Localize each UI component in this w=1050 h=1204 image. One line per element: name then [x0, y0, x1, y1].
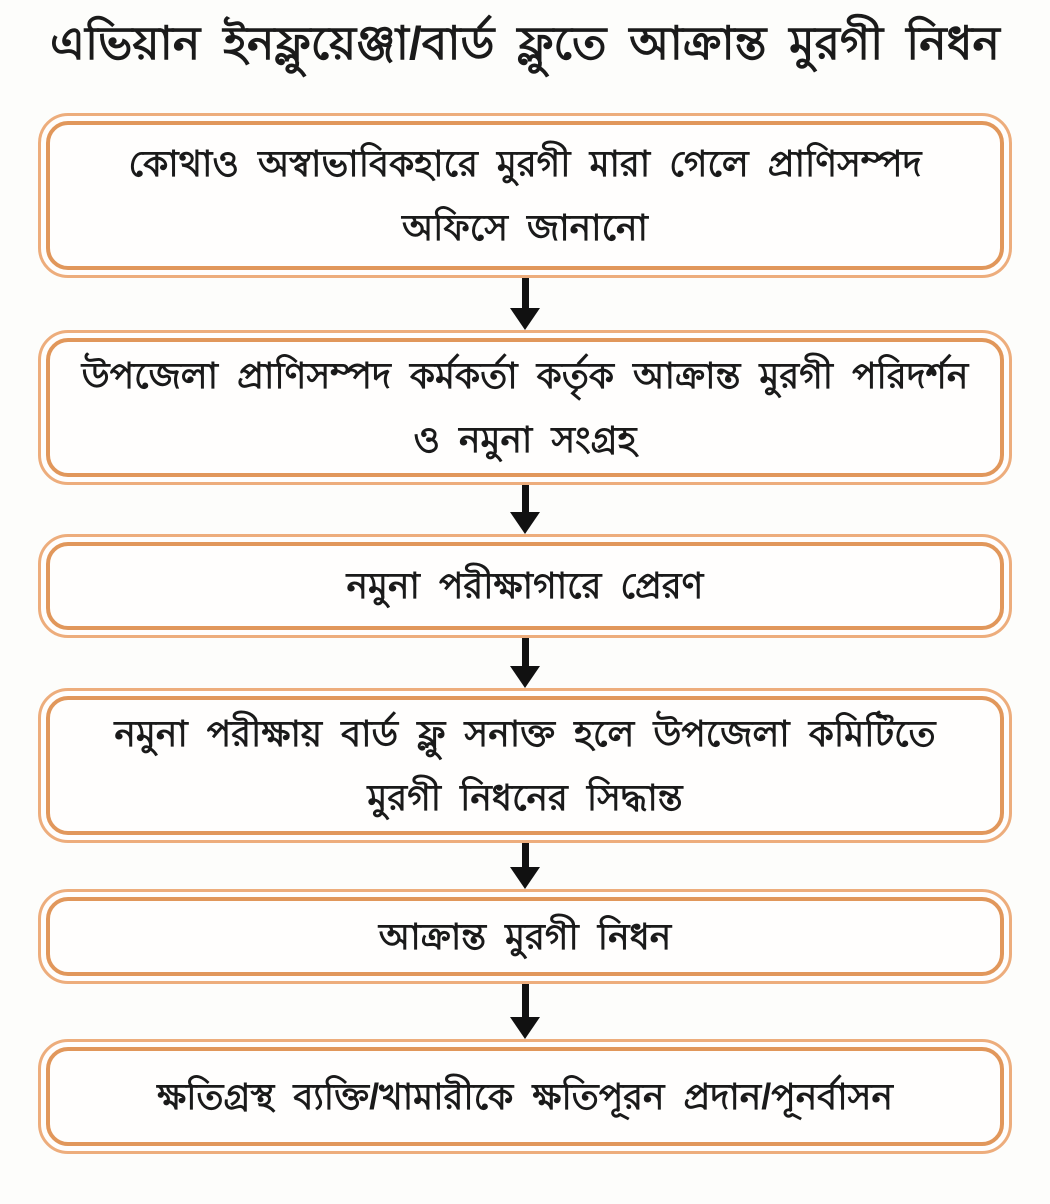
- step-text-line: নমুনা পরীক্ষায় বার্ড ফ্লু সনাক্ত হলে উপজেলা কমিটিতে: [114, 712, 936, 754]
- arrow-stem: [522, 485, 529, 512]
- step-text-line: মুরগী নিধনের সিদ্ধান্ত: [367, 776, 683, 818]
- arrow-head: [510, 867, 540, 889]
- flow-step-2: [38, 330, 1012, 485]
- step-text-line: নমুনা পরীক্ষাগারে প্রেরণ: [346, 565, 704, 606]
- arrow-down-icon: [508, 984, 542, 1039]
- step-text-line: কোথাও অস্বাভাবিকহারে মুরগী মারা গেলে প্রাণিসম্পদ: [128, 142, 922, 184]
- step-text-line: আক্রান্ত মুরগী নিধন: [378, 915, 672, 957]
- step-text-line: অফিসে জানানো: [401, 206, 648, 248]
- step-text-line: উপজেলা প্রাণিসম্পদ কর্মকর্তা কর্তৃক আক্রান্ত মুরগী পরিদর্শন: [81, 354, 969, 396]
- arrow-down-icon: [508, 638, 542, 688]
- step-text-line: ও নমুনা সংগ্রহ: [413, 418, 637, 460]
- arrow-down-icon: [508, 843, 542, 889]
- flow-step-4: [38, 688, 1012, 843]
- flow-step-1-body: [46, 121, 1004, 270]
- flow-step-4-body: [46, 696, 1004, 835]
- arrow-down-icon: [508, 278, 542, 330]
- arrow-stem: [522, 278, 529, 308]
- flow-step-3: [38, 534, 1012, 638]
- arrow-head: [510, 666, 540, 688]
- flow-step-6-body: [46, 1047, 1004, 1146]
- step-text-line: ক্ষতিগ্রস্থ ব্যক্তি/খামারীকে ক্ষতিপূরন প্রদান/পূনর্বাসন: [157, 1075, 893, 1117]
- page-title: এভিয়ান ইনফ্লুয়েঞ্জা/বার্ড ফ্লুতে আক্রান্ত মুরগী নিধন: [50, 17, 1000, 69]
- arrow-head: [510, 308, 540, 330]
- arrow-stem: [522, 638, 529, 666]
- arrow-head: [510, 1017, 540, 1039]
- flow-step-5: [38, 889, 1012, 984]
- arrow-head: [510, 512, 540, 534]
- flow-step-6: [38, 1039, 1012, 1154]
- flow-step-5-body: [46, 897, 1004, 976]
- arrow-stem: [522, 843, 529, 867]
- flow-step-1: [38, 113, 1012, 278]
- flowchart-page: [0, 4, 1050, 1204]
- arrow-stem: [522, 984, 529, 1017]
- flow-step-3-body: [46, 542, 1004, 630]
- arrow-down-icon: [508, 485, 542, 534]
- flow-step-2-body: [46, 338, 1004, 477]
